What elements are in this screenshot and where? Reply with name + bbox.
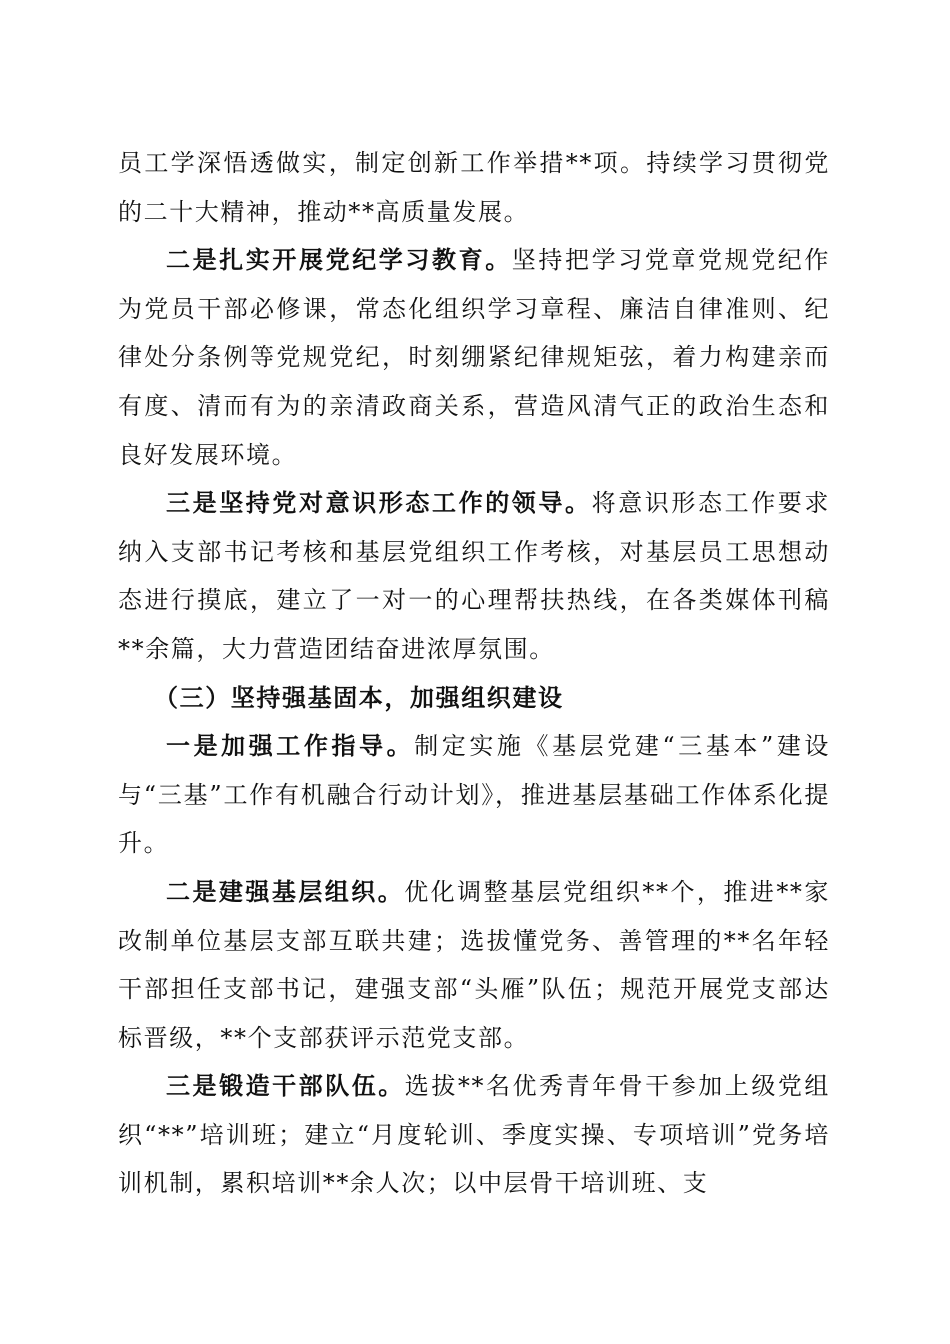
paragraph-lead: 三是坚持党对意识形态工作的领导。: [166, 488, 592, 518]
paragraph-lead: 二是建强基层组织。: [166, 876, 405, 906]
paragraph-body: 坚持把学习党章党规党纪作为党员干部必修课，常态化组织学习章程、廉洁自律准则、纪律处分条例等党规党纪，时刻绷紧纪律规矩弦，着力构建亲而有度、清而有为的亲清政商关系，营造风清气正的政治生态和良好发展环境。: [118, 246, 830, 469]
paragraph-body: 员工学深悟透做实，制定创新工作举措**项。持续学习贯彻党的二十大精神，推动**高质量发展。: [118, 149, 830, 226]
paragraph-lead: 一是加强工作指导。: [166, 731, 415, 761]
paragraph-body: 制定实施《基层党建“三基本”建设与“三基”工作有机融合行动计划》，推进基层基础工作体系化提升。: [118, 732, 830, 858]
paragraph-cadre-team: [118, 1062, 830, 1208]
paragraph-lead: 二是扎实开展党纪学习教育。: [166, 245, 512, 275]
paragraph-grassroots-organization: [118, 868, 830, 1062]
paragraph-continuation: [118, 139, 830, 236]
paragraph-body: 优化调整基层党组织**个，推进**家改制单位基层支部互联共建；选拔懂党务、善管理的**名年轻干部担任支部书记，建强支部“头雁”队伍；规范开展党支部达标晋级，**个支部获评示范党支部。: [118, 877, 830, 1052]
paragraph-body: 将意识形态工作要求纳入支部书记考核和基层党组织工作考核，对基层员工思想动态进行摸底，建立了一对一的心理帮扶热线，在各类媒体刊稿**余篇，大力营造团结奋进浓厚氛围。: [118, 489, 830, 663]
paragraph-ideology-work: [118, 479, 830, 673]
paragraph-lead: 三是锻造干部队伍。: [166, 1071, 405, 1101]
paragraph-body: 选拔**名优秀青年骨干参加上级党组织“**”培训班；建立“月度轮训、季度实操、专项培训”党务培训机制，累积培训**余人次；以中层骨干培训班、支: [118, 1072, 830, 1198]
document-body: [118, 139, 830, 1208]
paragraph-party-discipline-education: [118, 236, 830, 479]
paragraph-work-guidance: [118, 722, 830, 868]
section-heading: （三）坚持强基固本，加强组织建设: [154, 682, 564, 712]
